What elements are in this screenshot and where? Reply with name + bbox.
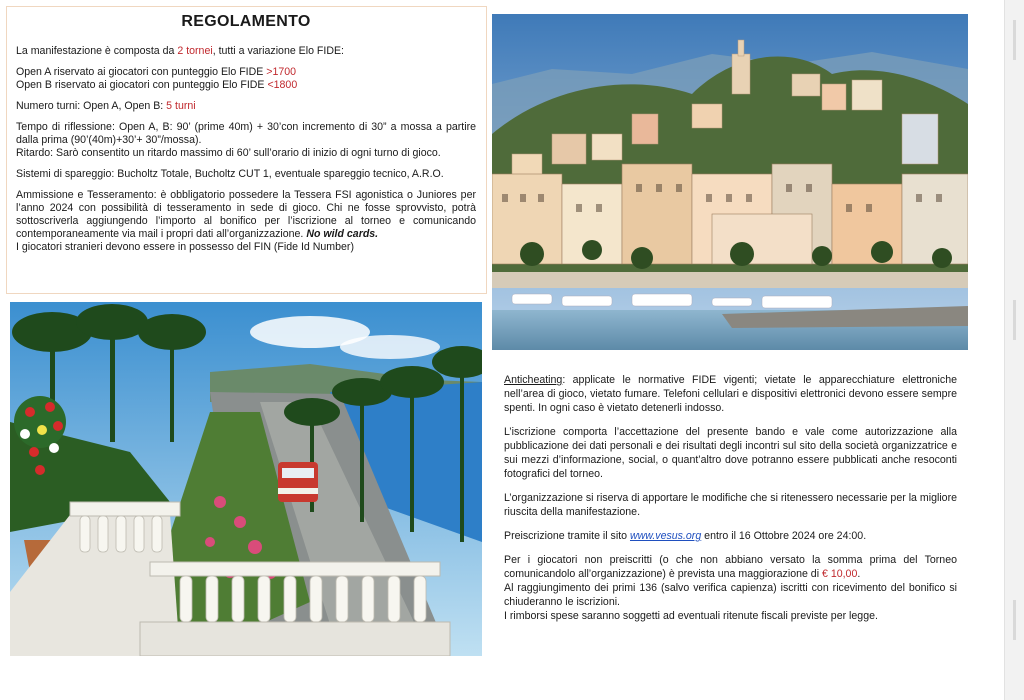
margin-mark xyxy=(1013,20,1016,60)
margin-mark xyxy=(1013,300,1016,340)
preregistration-paragraph: Preiscrizione tramite il sito www.vesus.org entro il 16 Ottobre 2024 ore 24:00. xyxy=(504,530,867,542)
vesus-link[interactable]: www.vesus.org xyxy=(629,530,702,542)
margin-mark xyxy=(1013,600,1016,640)
open-a-elo: >1700 xyxy=(266,66,297,78)
rules-open-b: Open B riservato ai giocatori con punteggio Elo FIDE <1800 xyxy=(16,79,298,91)
rules-open-a: Open A riservato ai giocatori con punteggio Elo FIDE >1700 xyxy=(16,66,297,78)
rules-admission: Ammissione e Tesseramento: è obbligatorio possedere la Tessera FSI agonistica o Juniores per l’anno 2024 con possibilità di tesseramento in sede di gioco. Chi ne fosse sprovvisto, potrà sottoscriverla aggiungendo l’importo al bonifico per l’iscrizione al torneo e comunicando contemporaneamente via mail i propri dati all’organizzazione. No wild cards. xyxy=(16,189,476,240)
regulations-column xyxy=(504,373,957,623)
capacity-paragraph: Al raggiungimento dei primi 136 (salvo verifica capienza) iscritti con ricevimento del bonifico si chiuderanno le iscrizioni. xyxy=(504,582,957,608)
consent-paragraph: L’iscrizione comporta l’accettazione del presente bando e vale come autorizzazione alla pubblicazione dei dati personali e dei risultati degli incontri sul sito della società organizzatrice e sui mezzi d’informazione, social, o quant’altro dove potranno essere pubblicati anche resoconti fotografici del torneo. xyxy=(504,426,957,480)
rules-turns: Numero turni: Open A, Open B: 5 turni xyxy=(16,100,196,112)
anticheating-paragraph: Anticheating: applicate le normative FIDE vigenti; vietate le apparecchiature elettroniche nell’area di gioco, vietato fumare. Telefoni cellulari e dispositivi elettronici devono essere sempre spenti. In ogni caso è vietato detenerli indosso. xyxy=(504,374,957,414)
surcharge-paragraph: Per i giocatori non preiscritti (o che non abbiano versato la somma prima del Torneo comunicandolo all’organizzazione) è prevista una maggiorazione di € 10,00. xyxy=(504,554,957,580)
seaside-boulevard-photo xyxy=(10,302,482,656)
boulevard-illustration xyxy=(10,302,482,656)
surcharge-amount: € 10,00 xyxy=(822,568,858,580)
anticheating-label: Anticheating xyxy=(504,374,563,386)
rules-composition: La manifestazione è composta da 2 tornei, tutti a variazione Elo FIDE: xyxy=(16,45,345,57)
open-b-elo: <1800 xyxy=(267,79,298,91)
town-harbour-photo xyxy=(492,14,968,350)
tournament-count: 2 tornei xyxy=(177,45,213,57)
page-scroll-margin xyxy=(1004,0,1024,700)
turns-count: 5 turni xyxy=(166,100,196,112)
rules-delay: Ritardo: Sarò consentito un ritardo massimo di 60’ sull’orario di inizio di ogni turno di gioco. xyxy=(16,147,441,159)
regolamento-box xyxy=(6,6,487,294)
rules-foreign-players: I giocatori stranieri devono essere in possesso del FIN (Fide Id Number) xyxy=(16,241,354,253)
refunds-paragraph: I rimborsi spese saranno soggetti ad eventuali ritenute fiscali previste per legge. xyxy=(504,610,878,622)
changes-paragraph: L’organizzazione si riserva di apportare le modifiche che si ritenessero necessarie per la migliore riuscita della manifestazione. xyxy=(504,492,957,518)
rules-tiebreak: Sistemi di spareggio: Bucholtz Totale, Bucholtz CUT 1, eventuale spareggio tecnico, A.R.O. xyxy=(16,168,444,180)
town-harbour-illustration xyxy=(492,14,968,350)
rules-title: REGOLAMENTO xyxy=(181,13,311,30)
rules-time-control: Tempo di riflessione: Open A, B: 90’ (prime 40m) + 30’con incremento di 30” a mossa a partire dalla prima (90’(40m)+30’+ 30”/mossa). xyxy=(16,121,476,146)
no-wild-cards: No wild cards. xyxy=(306,228,379,240)
